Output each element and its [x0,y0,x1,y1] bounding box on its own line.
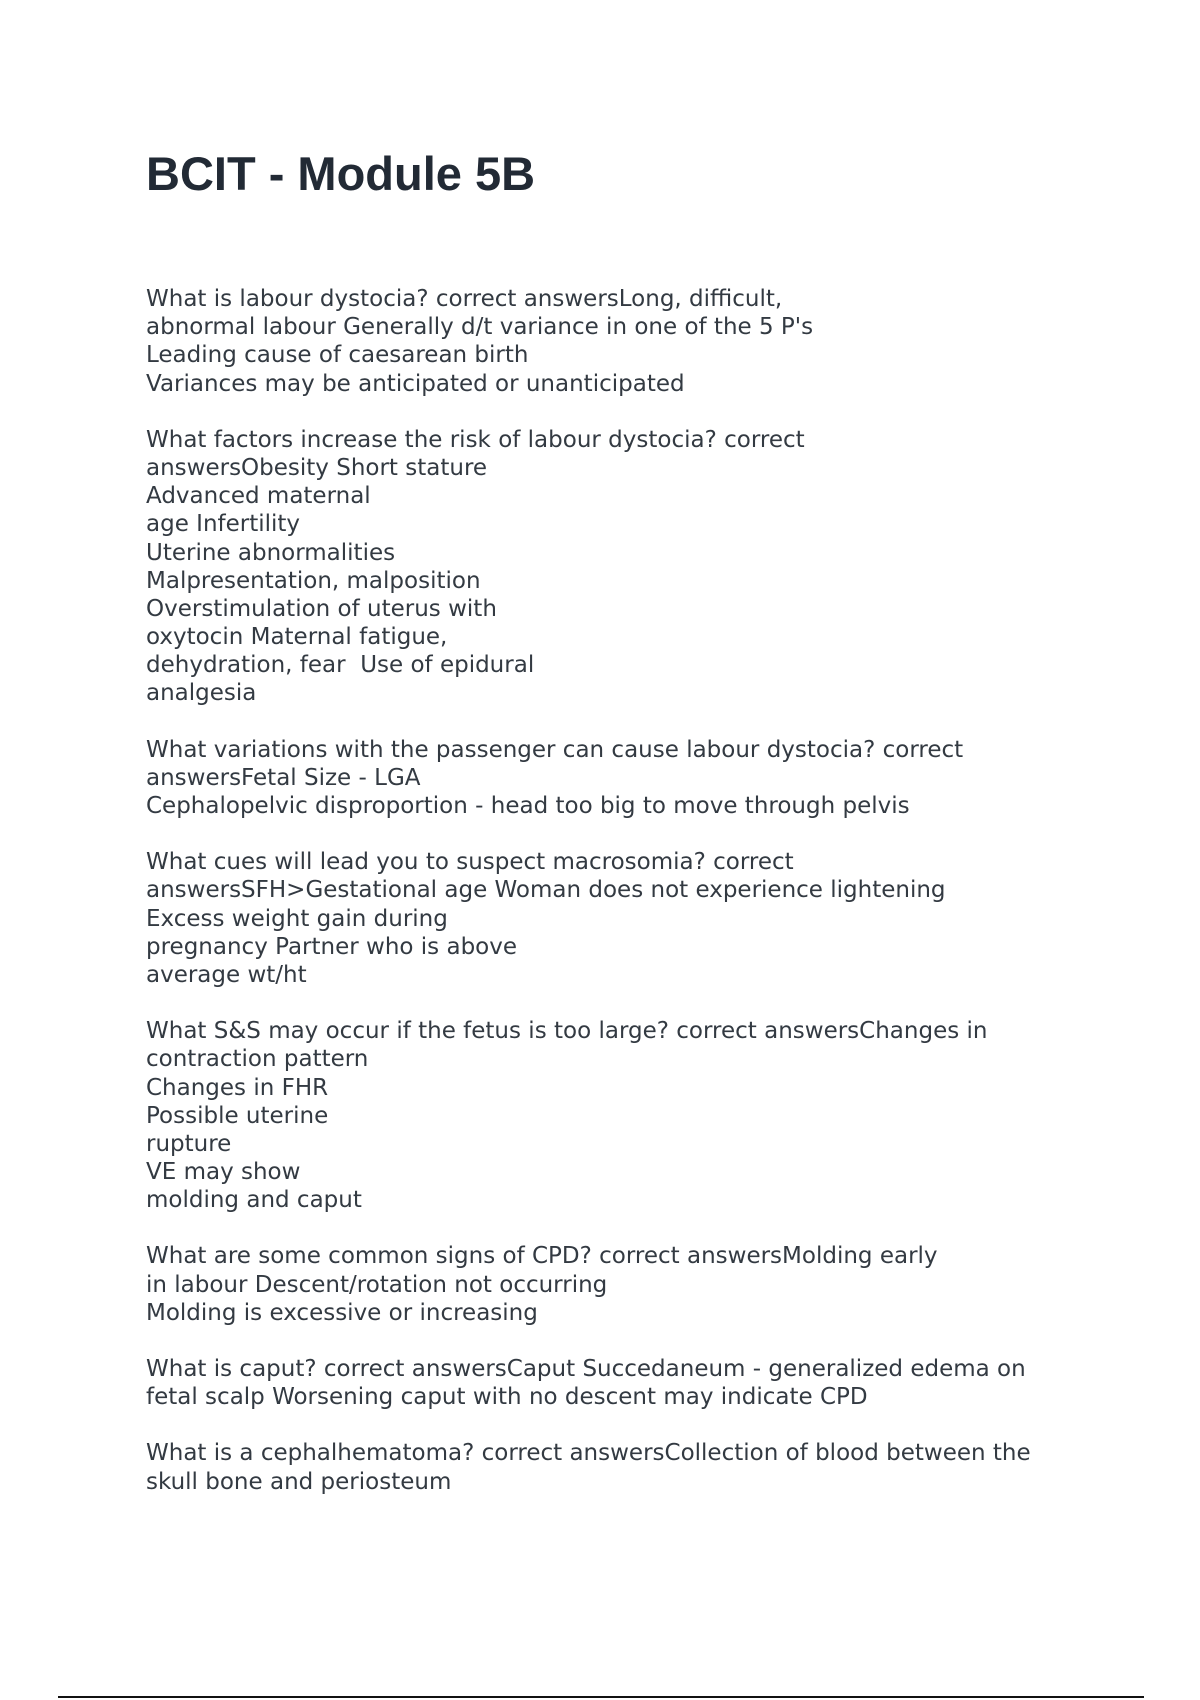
qa-line: age Infertility [146,511,301,538]
qa-entry [146,736,1106,821]
qa-line: What are some common signs of CPD? correct answersMolding early [146,1243,938,1270]
page-title: BCIT - Module 5B [146,147,536,200]
qa-entry [146,848,1106,989]
qa-line: pregnancy Partner who is above [146,933,517,960]
qa-line: abnormal labour Generally d/t variance in one of the 5 P's [146,314,814,341]
qa-line: analgesia [146,680,257,707]
qa-line: What cues will lead you to suspect macrosomia? correct [146,849,794,876]
qa-line: What S&S may occur if the fetus is too large? correct answersChanges in [146,1018,988,1045]
qa-line: dehydration, fear Use of epidural [146,652,535,679]
qa-line: answersSFH>Gestational age Woman does not experience lightening [146,877,946,904]
qa-line: Advanced maternal [146,483,371,510]
qa-line: VE may show [146,1159,301,1186]
footer-rule [58,1696,1144,1698]
qa-entry [146,1355,1106,1411]
qa-line: molding and caput [146,1187,362,1214]
qa-line: Changes in FHR [146,1074,329,1101]
qa-line: in labour Descent/rotation not occurring [146,1271,608,1298]
qa-line: Overstimulation of uterus with [146,595,497,622]
qa-line: answersFetal Size - LGA [146,764,421,791]
qa-line: Uterine abnormalities [146,539,396,566]
qa-line: What is caput? correct answersCaput Succedaneum - generalized edema on [146,1356,1026,1382]
qa-line: Cephalopelvic disproportion - head too big to move through pelvis [146,793,910,819]
qa-line: Excess weight gain during [146,905,448,932]
qa-line: What is labour dystocia? correct answersLong, difficult, [146,286,783,312]
qa-line: Molding is excessive or increasing [146,1299,538,1326]
qa-entry [146,1439,1106,1495]
qa-line: skull bone and periosteum [146,1468,452,1495]
qa-line: rupture [146,1130,232,1157]
qa-line: What variations with the passenger can cause labour dystocia? correct [146,736,964,763]
qa-line: average wt/ht [146,961,307,988]
qa-line: contraction pattern [146,1046,369,1073]
qa-line: fetal scalp Worsening caput with no descent may indicate CPD [146,1384,868,1411]
qa-line: Malpresentation, malposition [146,567,481,594]
qa-line: answersObesity Short stature [146,454,488,481]
qa-entry [146,426,1106,708]
qa-line: Variances may be anticipated or unanticipated [146,370,685,397]
qa-entry [146,285,1106,398]
qa-line: oxytocin Maternal fatigue, [146,624,448,651]
qa-entry [146,1017,1106,1214]
qa-line: Leading cause of caesarean birth [146,342,529,369]
qa-content [146,285,1106,1524]
qa-entry [146,1242,1106,1327]
qa-line: Possible uterine [146,1102,329,1129]
qa-line: What factors increase the risk of labour dystocia? correct [146,426,805,453]
qa-line: What is a cephalhematoma? correct answersCollection of blood between the [146,1440,1031,1467]
